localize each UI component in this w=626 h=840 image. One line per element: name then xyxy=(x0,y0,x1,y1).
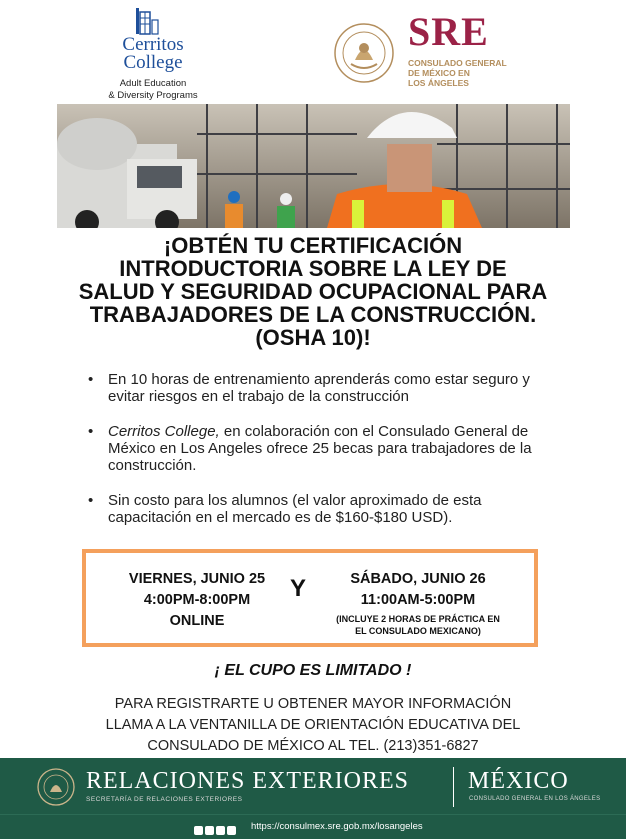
headline-line-4: TRABAJADORES DE LA CONSTRUCCIÓN. xyxy=(89,302,537,327)
limited-spots-notice: ¡ EL CUPO ES LIMITADO ! xyxy=(214,662,412,679)
bullet-icon: • xyxy=(88,423,94,440)
friday-date: VIERNES, JUNIO 25 xyxy=(128,571,266,587)
header xyxy=(0,0,626,104)
bullet-icon: • xyxy=(88,492,94,509)
saturday-note-2: EL CONSULADO MEXICANO) xyxy=(355,626,481,636)
footer-relaciones: RELACIONES EXTERIORES xyxy=(86,768,409,794)
footer-relaciones-sub: SECRETARÍA DE RELACIONES EXTERIORES xyxy=(86,796,243,803)
cerritos-name-1: Cerritos xyxy=(122,34,184,55)
bullet-text-1: En 10 horas de entrenamiento aprenderás como estar seguro y evitar riesgos en el trabajo de la construcción xyxy=(108,371,530,405)
register-line-2: LLAMA A LA VENTANILLA DE ORIENTACIÓN EDUCATIVA DEL xyxy=(105,717,521,733)
footer-mexico: MÉXICO xyxy=(468,768,569,794)
sre-logo-text: SRE xyxy=(408,9,489,54)
bullet-text-2: en colaboración con el Consulado General de México en Los Angeles ofrece 25 becas para trabajadores de la construcción. xyxy=(108,423,532,474)
list-item xyxy=(88,371,558,405)
sre-logo xyxy=(408,9,507,88)
session-saturday xyxy=(318,569,518,637)
footer-divider xyxy=(453,767,454,807)
consulate-url-link[interactable]: https://consulmex.sre.gob.mx/losangeles xyxy=(251,821,423,832)
benefit-list xyxy=(88,371,558,544)
saturday-date: SÁBADO, JUNIO 26 xyxy=(350,571,486,587)
register-line-1: PARA REGISTRARTE U OBTENER MAYOR INFORMACIÓN xyxy=(114,696,512,712)
saturday-note-1: (INCLUYE 2 HORAS DE PRÁCTICA EN xyxy=(336,614,500,624)
youtube-icon[interactable] xyxy=(227,826,236,835)
instagram-icon[interactable] xyxy=(216,826,225,835)
social-icons xyxy=(194,822,238,840)
cerritos-building-icon xyxy=(122,6,162,36)
facebook-icon[interactable] xyxy=(194,826,203,835)
cerritos-logo xyxy=(98,8,208,102)
list-item xyxy=(88,423,558,474)
headline-line-3: SALUD Y SEGURIDAD OCUPACIONAL PARA xyxy=(78,279,548,304)
friday-time: 4:00PM-8:00PM xyxy=(143,592,251,608)
cerritos-tag-2: & Diversity Programs xyxy=(108,90,198,101)
saturday-time: 11:00AM-5:00PM xyxy=(360,592,476,608)
friday-mode: ONLINE xyxy=(169,613,225,629)
bullet-text-3: Sin costo para los alumnos (el valor aproximado de esta capacitación en el mercado es de $160-$180 USD). xyxy=(108,492,482,526)
headline-line-5: (OSHA 10)! xyxy=(255,325,371,350)
sre-sub-3: LOS ÁNGELES xyxy=(408,78,469,88)
and-connector: Y xyxy=(290,575,307,602)
register-line-3: CONSULADO DE MÉXICO AL TEL. (213)351-6827 xyxy=(147,738,479,754)
list-item xyxy=(88,492,558,526)
headline xyxy=(40,234,586,349)
headline-line-2: INTRODUCTORIA SOBRE LA LEY DE xyxy=(119,256,507,281)
mexico-seal-icon xyxy=(333,22,395,84)
construction-photo xyxy=(57,104,570,228)
footer-banner xyxy=(0,758,626,814)
registration-info xyxy=(60,694,566,757)
schedule-box xyxy=(82,549,538,647)
cerritos-name-2: College xyxy=(123,52,183,73)
bullet-text-2-emphasis: Cerritos College, xyxy=(108,423,220,440)
headline-line-1: ¡OBTÉN TU CERTIFICACIÓN xyxy=(163,233,463,258)
session-friday xyxy=(112,569,282,632)
mexico-seal-icon xyxy=(36,767,76,807)
social-bar xyxy=(0,814,626,839)
cerritos-tag-1: Adult Education xyxy=(119,78,187,89)
bullet-icon: • xyxy=(88,371,94,388)
sre-sub-2: DE MÉXICO EN xyxy=(408,68,470,78)
footer-mexico-sub: CONSULADO GENERAL EN LOS ÁNGELES xyxy=(469,796,601,802)
sre-sub-1: CONSULADO GENERAL xyxy=(408,58,507,68)
twitter-icon[interactable] xyxy=(205,826,214,835)
